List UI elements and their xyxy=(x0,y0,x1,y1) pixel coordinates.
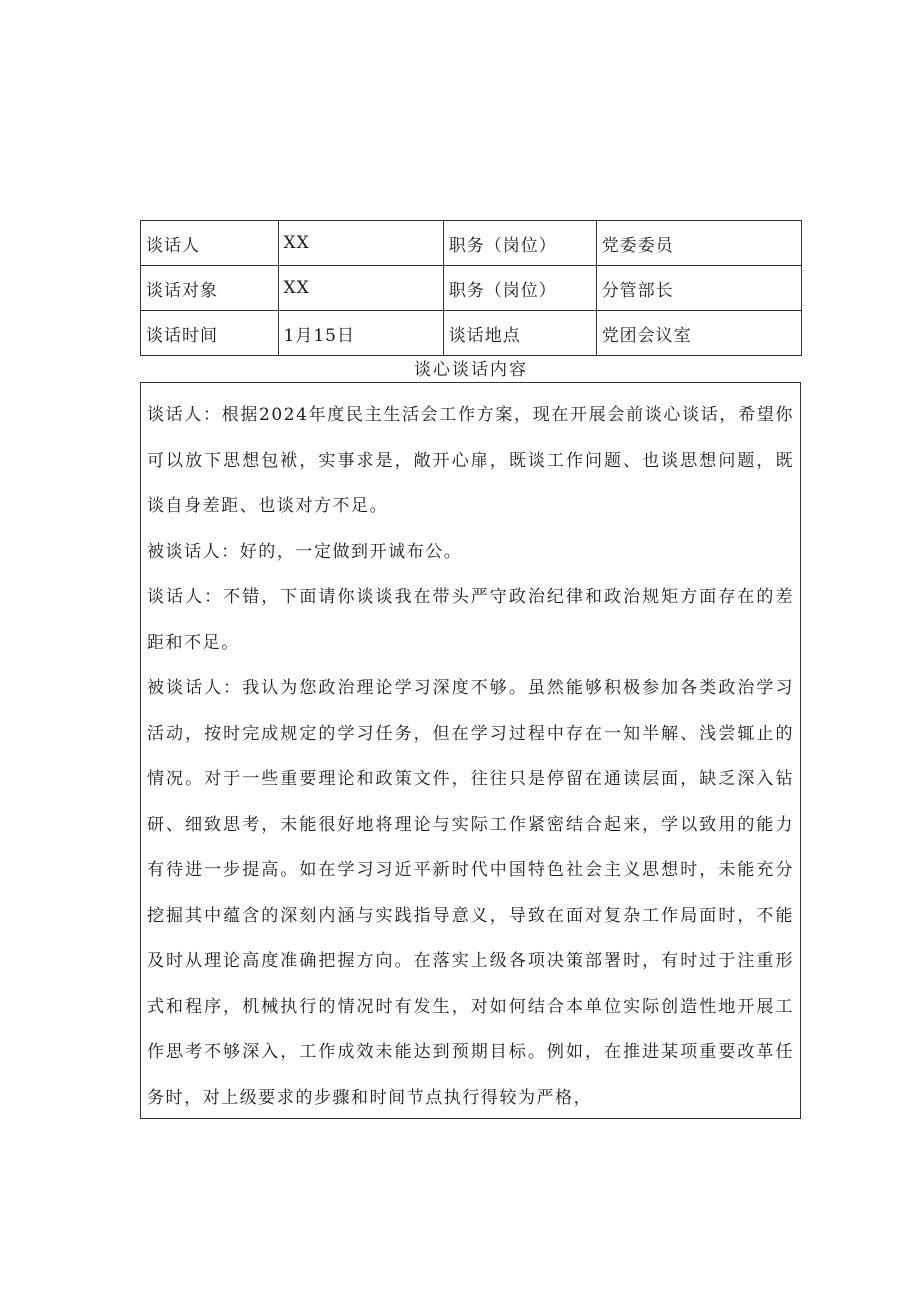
conversation-paragraph-4: 被谈话人：我认为您政治理论学习深度不够。虽然能够积极参加各类政治学习活动，按时完成规定的学习任务，但在学习过程中存在一知半解、浅尝辄止的情况。对于一些重要理论和政策文件，往往只是停留在通读层面，缺乏深入钻研、细致思考，未能很好地将理论与实际工作紧密结合起来，学以致用的能力有待进一步提高。如在学习习近平新时代中国特色社会主义思想时，未能充分挖掘其中蕴含的深刻内涵与实践指导意义，导致在面对复杂工作局面时，不能及时从理论高度准确把握方向。在落实上级各项决策部署时，有时过于注重形式和程序，机械执行的情况时有发生，对如何结合本单位实际创造性地开展工作思考不够深入，工作成效未能达到预期目标。例如，在推进某项重要改革任务时，对上级要求的步骤和时间节点执行得较为严格， xyxy=(147,678,794,1108)
table-row xyxy=(141,221,802,266)
table-row xyxy=(141,266,802,311)
label-location: 谈话地点 xyxy=(443,311,596,356)
label-speaker: 谈话人 xyxy=(141,221,279,266)
table-row xyxy=(141,311,802,356)
info-table xyxy=(140,220,802,356)
conversation-paragraph-2: 被谈话人：好的，一定做到开诚布公。 xyxy=(147,541,463,562)
conversation-paragraph-1: 谈话人：根据2024年度民主生活会工作方案，现在开展会前谈心谈话，希望你可以放下思想包袱，实事求是，敞开心扉，既谈工作问题、也谈思想问题，既谈自身差距、也谈对方不足。 xyxy=(147,405,794,516)
content-section-title: 谈心谈话内容 xyxy=(414,360,528,380)
conversation-paragraph-3: 谈话人：不错，下面请你谈谈我在带头严守政治纪律和政治规矩方面存在的差距和不足。 xyxy=(147,587,794,653)
value-time: 1月15日 xyxy=(278,311,443,356)
value-interviewee: XX xyxy=(278,266,443,311)
label-interviewee-position: 职务（岗位） xyxy=(443,266,596,311)
label-speaker-position: 职务（岗位） xyxy=(443,221,596,266)
label-interviewee: 谈话对象 xyxy=(141,266,279,311)
conversation-content-box xyxy=(140,382,801,1119)
label-time: 谈话时间 xyxy=(141,311,279,356)
value-interviewee-position: 分管部长 xyxy=(596,266,801,311)
value-speaker: XX xyxy=(278,221,443,266)
value-location: 党团会议室 xyxy=(596,311,801,356)
value-speaker-position: 党委委员 xyxy=(596,221,801,266)
